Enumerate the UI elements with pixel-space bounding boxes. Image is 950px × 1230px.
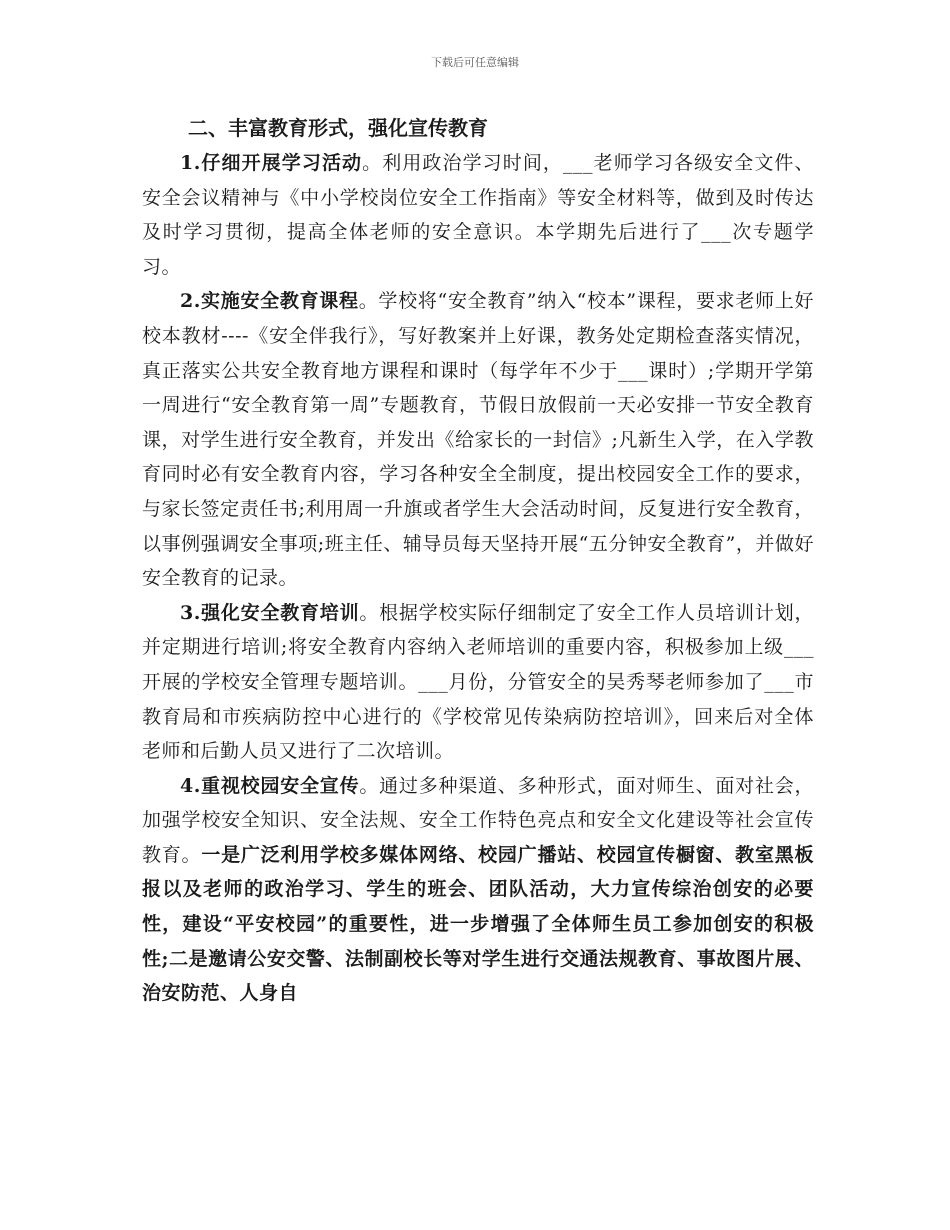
paragraph-body: 。利用政治学习时间，___老师学习各级安全文件、安全会议精神与《中小学校岗位安全工作指南》等安全材料等，做到及时传达及时学习贯彻，提高全体老师的安全意识。本学期先后进行了___次专题学习。 xyxy=(142,152,814,278)
paragraph-safety-courses xyxy=(142,284,814,595)
paragraph-body: 。通过多种渠道、多种形式，面对师生、面对社会，加强学校安全知识、安全法规、安全工作特色亮点和安全文化建设等社会宣传教育。 xyxy=(142,774,814,866)
paragraph-study-activities xyxy=(142,146,814,284)
paragraph-safety-publicity xyxy=(142,769,814,1011)
paragraph-safety-training xyxy=(142,596,814,769)
document-body xyxy=(142,112,814,1011)
paragraph-title: 2.实施安全教育课程 xyxy=(180,290,359,313)
section-heading: 二、丰富教育形式，强化宣传教育 xyxy=(188,116,488,140)
paragraph-title: 1.仔细开展学习活动 xyxy=(180,152,363,174)
paragraph-body: 。学校将“安全教育”纳入“校本”课程，要求老师上好校本教材----《安全伴我行》，写好教案并上好课，教务处定期检查落实情况，真正落实公共安全教育地方课程和课时（每学年不少于___课时）;学期开学第一周进行“安全教育第一周”专题教育，节假日放假前一天必安排一节安全教育课，对学生进行安全教育，并发出《给家长的一封信》;凡新生入学，在入学教育同时必有安全教育内容，学习各种安全全制度，提出校园安全工作的要求，与家长签定责任书;利用周一升旗或者学生大会活动时间，反复进行安全教育，以事例强调安全事项;班主任、辅导员每天坚持开展“五分钟安全教育”，并做好安全教育的记录。 xyxy=(142,290,815,590)
paragraph-title: 4.重视校园安全宣传 xyxy=(180,774,360,797)
paragraph-title: 3.强化安全教育培训 xyxy=(180,601,360,624)
page-header: 下载后可任意编辑 xyxy=(431,56,519,69)
paragraph-emphasis: 一是广泛利用学校多媒体网络、校园广播站、校园宣传橱窗、教室黑板报以及老师的政治学习、学生的班会、团队活动，大力宣传综治创安的必要性，建设“平安校园”的重要性，进一步增强了全体师生员工参加创安的积极性;二是邀请公安交警、法制副校长等对学生进行交通法规教育、事故图片展、治安防范、人身自 xyxy=(142,843,814,1005)
paragraph-body: 。根据学校实际仔细制定了安全工作人员培训计划，并定期进行培训;将安全教育内容纳入老师培训的重要内容，积极参加上级___开展的学校安全管理专题培训。___月份，分管安全的吴秀琴老师参加了___市教育局和市疾病防控中心进行的《学校常见传染病防控培训》，回来后对全体老师和后勤人员又进行了二次培训。 xyxy=(142,601,814,763)
